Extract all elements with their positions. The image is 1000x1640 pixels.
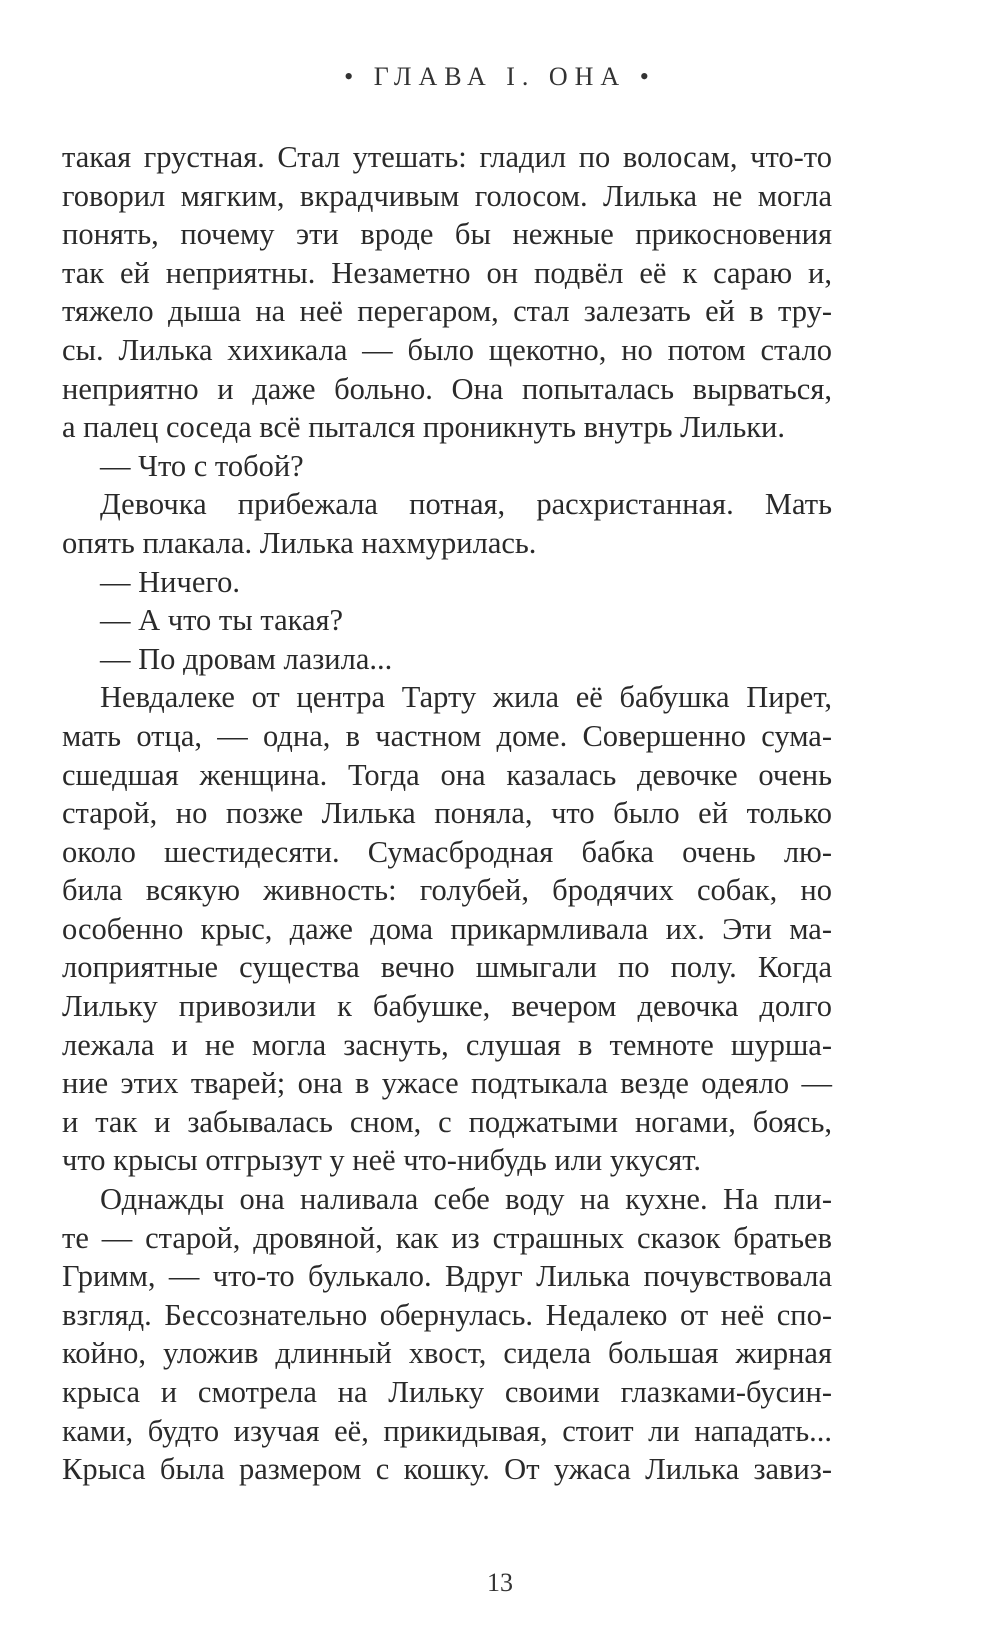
text-line: а палец соседа всё пытался проникнуть внутрь Лильки. [62, 410, 786, 445]
text-line: ние этих тварей; она в ужасе подтыкала везде одеяло — [62, 1066, 832, 1101]
text-line: сшедшая женщина. Тогда она казалась девочке очень [62, 757, 832, 792]
text-line: так ей неприятны. Незаметно он подвёл её к сараю и, [62, 255, 832, 290]
text-line: лоприятные существа вечно шмыгали по полу. Когда [62, 950, 832, 985]
text-line: Крыса была размером с кошку. От ужаса Лилька завиз- [62, 1452, 832, 1487]
text-line: ками, будто изучая её, прикидывая, стоит ли нападать... [62, 1413, 832, 1448]
text-line: лежала и не могла заснуть, слушая в темноте шурша- [62, 1027, 832, 1062]
text-line: особенно крыс, даже дома прикармливала их. Эти ма- [62, 911, 832, 946]
body-text [62, 138, 832, 1489]
text-line: старой, но позже Лилька поняла, что было ей только [62, 796, 832, 831]
text-line: — Что с тобой? [100, 448, 304, 483]
text-line: крыса и смотрела на Лильку своими глазками-бусин- [62, 1375, 832, 1409]
text-line: тяжело дыша на неё перегаром, стал залезать ей в тру- [62, 294, 832, 329]
text-line: мать отца, — одна, в частном доме. Совершенно сума- [62, 718, 832, 753]
text-line: била всякую живность: голубей, бродячих собак, но [62, 873, 832, 908]
running-header: • ГЛАВА I. ОНА • [344, 62, 656, 91]
text-line: понять, почему эти вроде бы нежные прикосновения [62, 217, 832, 252]
text-line: — По дровам лазила... [100, 641, 393, 676]
text-line: Однажды она наливала себе воду на кухне. На пли- [100, 1182, 832, 1217]
page-number: 13 [487, 1568, 513, 1597]
text-line: и так и забывалась сном, с поджатыми ногами, боясь, [62, 1104, 832, 1139]
text-line: Лильку привозили к бабушке, вечером девочка долго [62, 989, 832, 1024]
text-line: Невдалеке от центра Тарту жила её бабушка Пирет, [100, 680, 832, 715]
text-line: около шестидесяти. Сумасбродная бабка очень лю- [62, 834, 832, 869]
text-line: Девочка прибежала потная, расхристанная. Мать [100, 487, 832, 522]
text-line: те — старой, дровяной, как из страшных сказок братьев [62, 1220, 832, 1255]
text-line: неприятно и даже больно. Она попыталась вырваться, [62, 371, 832, 406]
text-line: говорил мягким, вкрадчивым голосом. Лилька не могла [62, 178, 832, 213]
text-line: — Ничего. [100, 564, 240, 599]
text-line: сы. Лилька хихикала — было щекотно, но потом стало [62, 332, 832, 367]
text-line: что крысы отгрызут у неё что-нибудь или укусят. [62, 1143, 701, 1178]
text-line: Гримм, — что-то булькало. Вдруг Лилька почувствовала [62, 1259, 832, 1294]
text-line: койно, уложив длинный хвост, сидела большая жирная [62, 1336, 832, 1371]
text-line: опять плакала. Лилька нахмурилась. [62, 525, 537, 560]
text-line: — А что ты такая? [100, 603, 344, 638]
text-line: такая грустная. Стал утешать: гладил по волосам, что-то [62, 140, 832, 174]
text-line: взгляд. Бессознательно обернулась. Недалеко от неё спо- [62, 1297, 832, 1332]
